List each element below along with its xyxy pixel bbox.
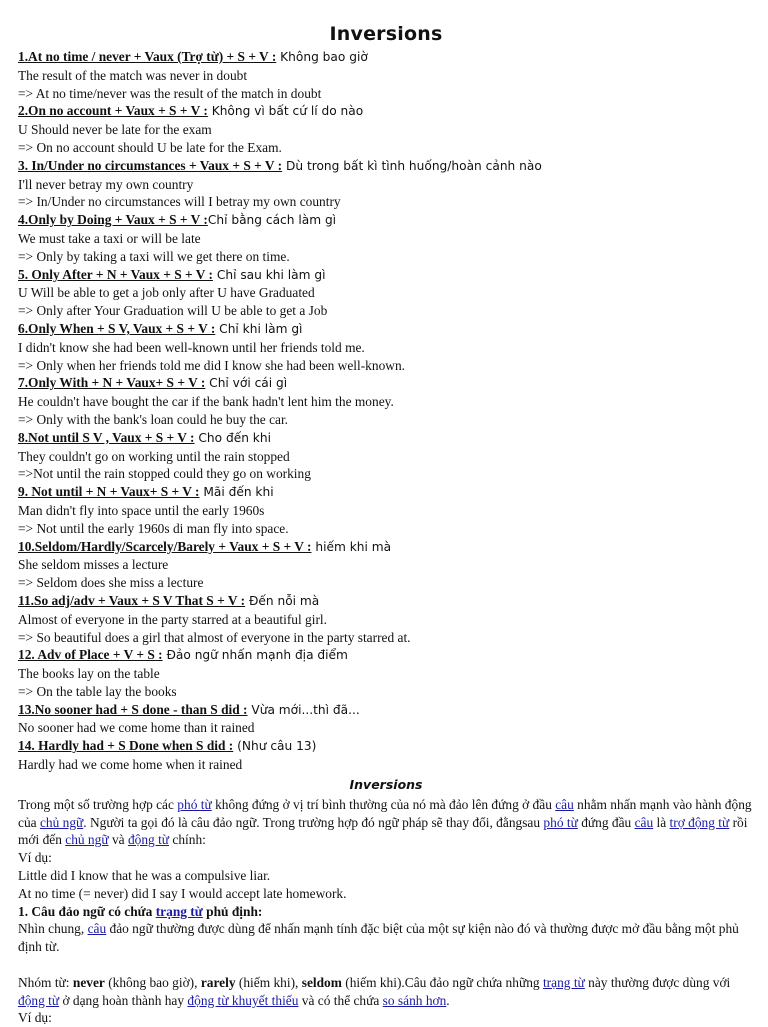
link-tro-dong-tu[interactable]: trợ động từ bbox=[669, 814, 730, 830]
rule-inversion: => So beautiful does a girl that almost of everyone in the party starred at. bbox=[18, 629, 411, 645]
rule-meaning: (Như câu 13) bbox=[233, 739, 317, 754]
intro-text: chính: bbox=[169, 832, 206, 848]
rule-formula: 13.No sooner had + S done - than S did : bbox=[18, 701, 248, 717]
rule-inversion: =>Not until the rain stopped could they go on working bbox=[18, 466, 311, 482]
rule-inversion: => At no time/never was the result of the match in doubt bbox=[18, 85, 322, 101]
rule-heading bbox=[18, 374, 754, 393]
link-cau[interactable]: câu bbox=[87, 921, 107, 937]
rule-heading bbox=[18, 592, 754, 611]
example-label: Ví dụ: bbox=[18, 850, 52, 866]
rule-formula: 3. In/Under no circumstances + Vaux + S + V : bbox=[18, 157, 283, 173]
intro-text: là bbox=[653, 814, 670, 830]
rule-meaning: Chỉ sau khi làm gì bbox=[212, 267, 326, 282]
paragraph-2 bbox=[18, 974, 754, 1010]
section-heading bbox=[18, 903, 754, 921]
rule-example: No sooner had we come home than it rained bbox=[18, 720, 255, 736]
rule-inversion: => Only after Your Graduation will U be able to get a Job bbox=[18, 303, 328, 319]
rule-heading bbox=[18, 646, 754, 665]
rule-meaning: Chỉ khi làm gì bbox=[215, 321, 303, 336]
paragraph-1 bbox=[18, 920, 754, 956]
rule-heading bbox=[18, 48, 754, 67]
paragraph-text: (không bao giờ), bbox=[104, 974, 201, 990]
rule-example: We must take a taxi or will be late bbox=[18, 230, 201, 246]
section-heading-text: 1. Câu đảo ngữ có chứa bbox=[18, 903, 156, 919]
link-chu-ngu[interactable]: chủ ngữ bbox=[65, 832, 109, 848]
example-sentence: At no time (= never) did I say I would accept late homework. bbox=[18, 885, 347, 901]
paragraph-text: và có thể chứa bbox=[298, 992, 383, 1008]
rule-example: They couldn't go on working until the rain stopped bbox=[18, 448, 290, 464]
rule-formula: 14. Hardly had + S Done when S did : bbox=[18, 738, 234, 754]
paragraph-text: này thường được dùng với bbox=[584, 974, 731, 990]
paragraph-text: (hiếm khi).Câu đảo ngữ chứa những bbox=[341, 974, 543, 990]
rule-example: U Will be able to get a job only after U have Graduated bbox=[18, 285, 315, 301]
rule-meaning: Đến nỗi mà bbox=[245, 593, 320, 608]
example-label: Ví dụ: bbox=[18, 1010, 52, 1026]
rule-heading bbox=[18, 483, 754, 502]
rule-formula: 7.Only With + N + Vaux+ S + V : bbox=[18, 375, 206, 391]
link-cau[interactable]: câu bbox=[634, 814, 654, 830]
paragraph-text: (hiếm khi), bbox=[235, 974, 302, 990]
rule-example: The books lay on the table bbox=[18, 666, 160, 682]
rule-heading bbox=[18, 320, 754, 339]
rule-example: Hardly had we come home when it rained bbox=[18, 757, 243, 773]
paragraph-text: ở dạng hoàn thành hay bbox=[59, 992, 188, 1008]
rule-meaning: hiếm khi mà bbox=[311, 539, 392, 554]
rule-formula: 4.Only by Doing + Vaux + S + V : bbox=[18, 212, 208, 228]
intro-text: và bbox=[108, 832, 128, 848]
rule-heading bbox=[18, 737, 754, 756]
link-trang-tu[interactable]: trạng từ bbox=[542, 974, 585, 990]
keyword: seldom bbox=[301, 974, 342, 990]
intro-text: . Người ta gọi đó là câu đảo ngữ. Trong trường hợp đó ngữ pháp sẽ thay đổi, đằngsau bbox=[83, 814, 544, 830]
section-subtitle: Inversions bbox=[349, 776, 423, 792]
link-trang-tu[interactable]: trạng từ bbox=[155, 903, 203, 919]
rule-formula: 11.So adj/adv + Vaux + S V That S + V : bbox=[18, 592, 246, 608]
link-dong-tu[interactable]: động từ bbox=[18, 992, 60, 1008]
paragraph-text: Nhóm từ: bbox=[18, 974, 73, 990]
intro-text: Trong một số trường hợp các bbox=[18, 796, 178, 812]
rule-example: I'll never betray my own country bbox=[18, 176, 194, 192]
rule-inversion: => Seldom does she miss a lecture bbox=[18, 575, 204, 591]
intro-text: nhằm nhấn mạnh vào hành động của bbox=[18, 796, 752, 830]
rule-example: I didn't know she had been well-known until her friends told me. bbox=[18, 339, 365, 355]
intro-paragraph bbox=[18, 796, 754, 849]
rule-meaning: Vừa mới...thì đã... bbox=[247, 702, 360, 717]
rule-formula: 9. Not until + N + Vaux+ S + V : bbox=[18, 484, 200, 500]
rule-example: Almost of everyone in the party starred at a beautiful girl. bbox=[18, 611, 327, 627]
rule-heading bbox=[18, 102, 754, 121]
link-pho-tu[interactable]: phó từ bbox=[543, 814, 578, 830]
link-so-sanh-hon[interactable]: so sánh hơn bbox=[382, 992, 447, 1008]
example-sentence: Little did I know that he was a compulsive liar. bbox=[18, 868, 271, 884]
link-cau[interactable]: câu bbox=[555, 796, 574, 812]
rule-meaning: Không bao giờ bbox=[276, 50, 368, 64]
link-dong-tu[interactable]: động từ bbox=[127, 832, 170, 848]
paragraph-text: đảo ngữ thường được dùng để nhấn mạnh tính đặc biệt của một sự kiện nào đó và thường được mở đầu bằng một phủ định từ. bbox=[18, 921, 739, 955]
rule-formula: 2.On no account + Vaux + S + V : bbox=[18, 103, 208, 119]
rule-heading bbox=[18, 429, 754, 448]
rule-inversion: => On the table lay the books bbox=[18, 683, 177, 699]
rule-meaning: Dù trong bất kì tình huống/hoàn cảnh nào bbox=[282, 158, 542, 173]
rules-list bbox=[18, 48, 754, 774]
rule-formula: 12. Adv of Place + V + S : bbox=[18, 647, 163, 663]
rule-meaning: Chỉ với cái gì bbox=[205, 376, 288, 391]
rule-heading bbox=[18, 157, 754, 176]
rule-formula: 5. Only After + N + Vaux + S + V : bbox=[18, 266, 213, 282]
rule-heading bbox=[18, 266, 754, 285]
rule-meaning: Chỉ bằng cách làm gì bbox=[207, 213, 337, 228]
intro-text: đứng đầu bbox=[577, 814, 635, 830]
rule-meaning: Cho đến khi bbox=[194, 430, 271, 445]
rule-inversion: => In/Under no circumstances will I betray my own country bbox=[18, 194, 341, 210]
rule-heading bbox=[18, 211, 754, 230]
rule-inversion: => Not until the early 1960s di man fly into space. bbox=[18, 520, 289, 536]
rule-example: The result of the match was never in doubt bbox=[18, 67, 248, 83]
rule-example: She seldom misses a lecture bbox=[18, 557, 169, 573]
rule-formula: 10.Seldom/Hardly/Scarcely/Barely + Vaux + S + V : bbox=[18, 538, 312, 554]
link-chu-ngu[interactable]: chủ ngữ bbox=[39, 814, 84, 830]
rule-example: Man didn't fly into space until the early 1960s bbox=[18, 502, 265, 518]
rule-formula: 6.Only When + S V, Vaux + S + V : bbox=[18, 320, 216, 336]
keyword: rarely bbox=[200, 974, 236, 990]
rule-meaning: Không vì bất cứ lí do nào bbox=[207, 104, 364, 119]
rule-inversion: => Only by taking a taxi will we get there on time. bbox=[18, 248, 290, 264]
keyword: never bbox=[72, 974, 105, 990]
rule-meaning: Đảo ngữ nhấn mạnh địa điểm bbox=[162, 648, 348, 663]
page-title: Inversions bbox=[329, 23, 443, 45]
rule-heading bbox=[18, 538, 754, 557]
intro-text: không đứng ở vị trí bình thường của nó mà đảo lên đứng ở đầu bbox=[211, 796, 556, 812]
intro-text: rồi mới đến bbox=[18, 814, 748, 848]
rule-heading bbox=[18, 701, 754, 720]
rule-inversion: => Only with the bank's loan could he buy the car. bbox=[18, 411, 289, 427]
rule-example: He couldn't have bought the car if the bank hadn't lent him the money. bbox=[18, 394, 394, 410]
link-dong-tu-khuyet-thieu[interactable]: động từ khuyết thiếu bbox=[187, 992, 299, 1008]
rule-meaning: Mãi đến khi bbox=[199, 485, 274, 500]
rule-example: U Should never be late for the exam bbox=[18, 122, 212, 138]
spacer bbox=[18, 956, 754, 974]
link-pho-tu[interactable]: phó từ bbox=[177, 796, 212, 812]
rule-inversion: => On no account should U be late for the Exam. bbox=[18, 139, 282, 155]
paragraph-text: Nhìn chung, bbox=[18, 921, 88, 937]
rule-inversion: => Only when her friends told me did I know she had been well-known. bbox=[18, 357, 405, 373]
rule-formula: 8.Not until S V , Vaux + S + V : bbox=[18, 429, 195, 445]
section-heading-text: phủ định: bbox=[202, 903, 263, 919]
rule-formula: 1.At no time / never + Vaux (Trợ từ) + S + V : bbox=[18, 49, 277, 64]
paragraph-text: . bbox=[446, 992, 450, 1008]
